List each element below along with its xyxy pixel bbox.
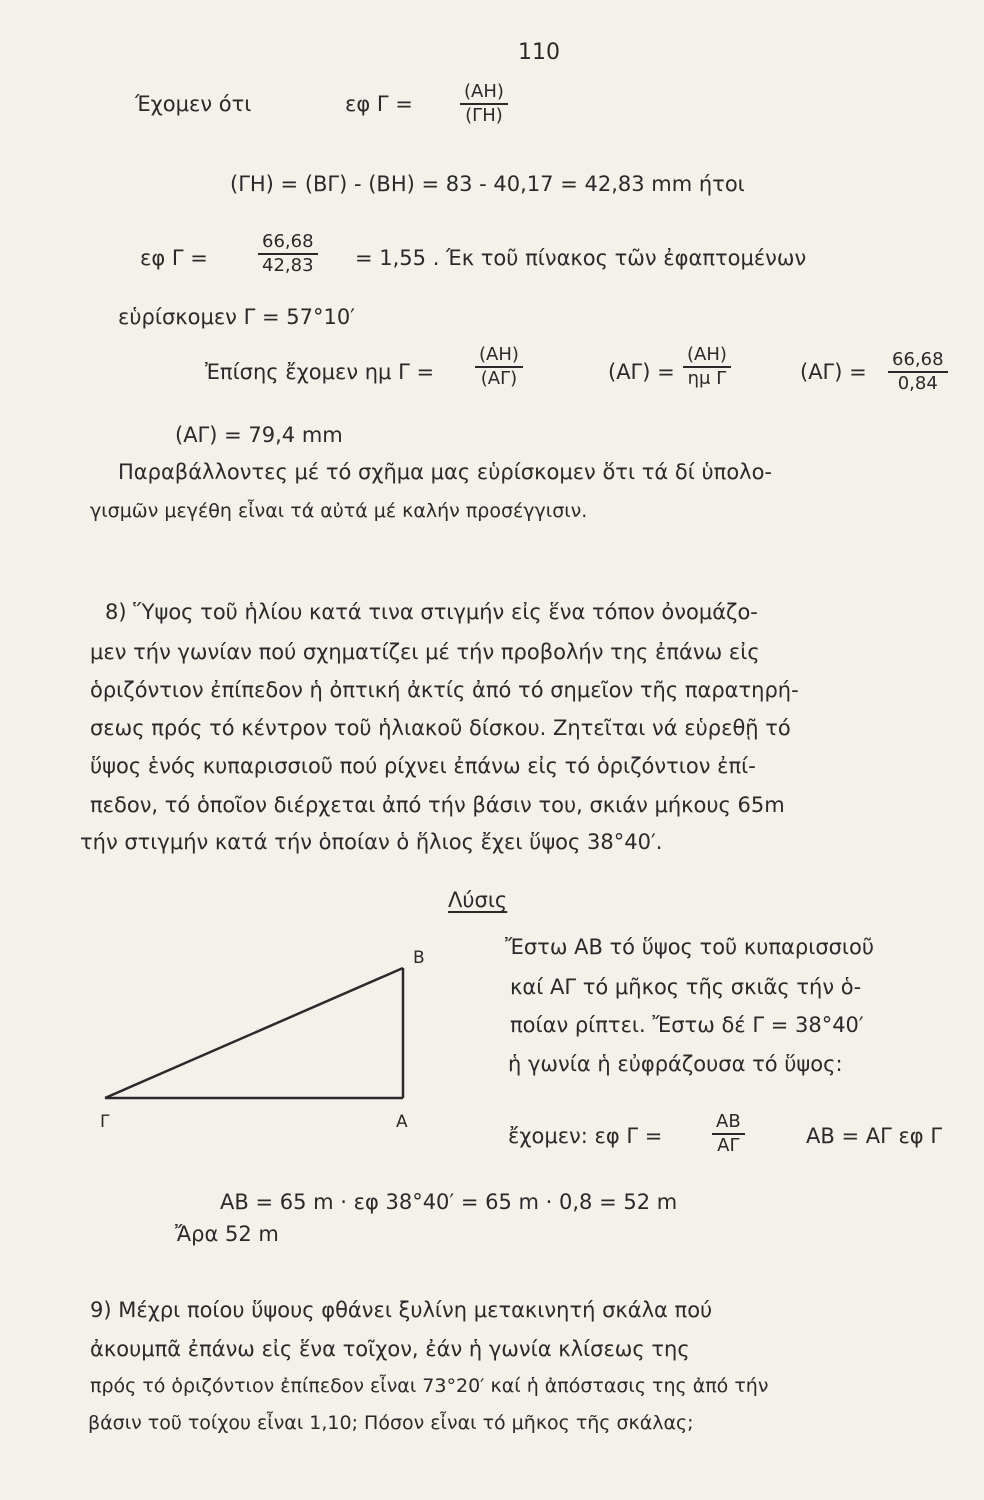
denominator: 0,84 <box>897 372 938 394</box>
solution-line: ποίαν ρίπτει. Ἔστω δέ Γ = 38°40′ <box>510 1013 864 1037</box>
numerator: (ΑΗ) <box>460 82 508 105</box>
numerator: (ΑΗ) <box>475 345 523 368</box>
triangle-hypotenuse <box>105 968 403 1098</box>
numerator: 66,68 <box>888 350 948 373</box>
problem-line: 8) Ὕψος τοῦ ἡλίου κατά τινα στιγμήν εἰς ἕνα τόπον ὀνομάζο- <box>105 600 758 624</box>
solution-line: καί ΑΓ τό μῆκος τῆς σκιᾶς τήν ὁ- <box>510 975 862 999</box>
numerator: ΑΒ <box>712 1112 745 1135</box>
fraction <box>258 232 318 276</box>
page-number: 110 <box>518 40 560 65</box>
equation-lhs: εφ Γ = <box>345 92 413 116</box>
problem-line: σεως πρός τό κέντρον τοῦ ἡλιακοῦ δίσκου. Ζητεῖται νά εὑρεθῇ τό <box>90 716 791 740</box>
equation-lhs: εφ Γ = <box>140 246 208 270</box>
equation-rhs: ΑΒ = ΑΓ εφ Γ <box>806 1124 943 1148</box>
vertex-label-g: Γ <box>100 1112 110 1132</box>
text-line: Παραβάλλοντες μέ τό σχῆμα μας εὑρίσκομεν ὅτι τά δί ὑπολο- <box>118 460 773 484</box>
denominator: ΑΓ <box>717 1134 740 1156</box>
problem-line: ὁριζόντιον ἐπίπεδον ἡ ὀπτική ἀκτίς ἀπό τό σημεῖον τῆς παρατηρή- <box>90 678 799 702</box>
text-line: (ΓΗ) = (ΒΓ) - (ΒΗ) = 83 - 40,17 = 42,83 mm ήτοι <box>230 172 745 196</box>
denominator: (ΑΓ) <box>480 367 518 389</box>
problem-line: μεν τήν γωνίαν πού σχηματίζει μέ τήν προβολήν της ἐπάνω εἰς <box>90 640 760 664</box>
fraction <box>888 350 948 394</box>
denominator: 42,83 <box>262 254 314 276</box>
problem-line: πεδον, τό ὁποῖον διέρχεται ἀπό τήν βάσιν του, σκιάν μήκους 65m <box>90 793 785 817</box>
vertex-label-a: Α <box>396 1112 408 1132</box>
problem-line: ἀκουμπᾶ ἐπάνω εἰς ἕνα τοῖχον, ἐάν ἡ γωνία κλίσεως της <box>90 1337 690 1361</box>
denominator: ημ Γ <box>687 367 727 389</box>
fraction <box>460 82 508 126</box>
numerator: (ΑΗ) <box>683 345 731 368</box>
problem-line: τήν στιγμήν κατά τήν ὁποίαν ὁ ἥλιος ἔχει ὕψος 38°40′. <box>80 830 663 854</box>
text-line: Έχομεν ότι <box>135 92 252 116</box>
numerator: 66,68 <box>258 232 318 255</box>
fraction <box>475 345 523 389</box>
vertex-label-b: Β <box>413 948 425 968</box>
text-line: εὑρίσκομεν Γ = 57°10′ <box>118 305 355 329</box>
problem-line: πρός τό ὁριζόντιον ἐπίπεδον εἶναι 73°20′ καί ἡ ἀπόστασις της ἀπό τήν <box>90 1375 769 1397</box>
fraction <box>712 1112 745 1156</box>
problem-line: 9) Μέχρι ποίου ὕψους φθάνει ξυλίνη μετακινητή σκάλα πού <box>90 1298 713 1322</box>
text-line: Ἐπίσης ἔχομεν ημ Γ = <box>205 360 435 384</box>
problem-line: βάσιν τοῦ τοίχου εἶναι 1,10; Πόσον εἶναι τό μῆκος τῆς σκάλας; <box>88 1412 694 1434</box>
calculation-line: ΑΒ = 65 m · εφ 38°40′ = 65 m · 0,8 = 52 m <box>220 1190 678 1214</box>
denominator: (ΓΗ) <box>465 104 503 126</box>
solution-title: Λύσις <box>448 888 508 912</box>
answer-line: Ἄρα 52 m <box>175 1222 279 1246</box>
text-line: = 1,55 . Έκ τοῦ πίνακος τῶν ἐφαπτομένων <box>355 246 807 270</box>
equation-lhs: (ΑΓ) = <box>608 360 675 384</box>
equation-lhs: (ΑΓ) = <box>800 360 867 384</box>
problem-line: ὕψος ἑνός κυπαρισσιοῦ πού ρίχνει ἐπάνω εἰς τό ὁριζόντιον ἐπί- <box>90 754 756 778</box>
fraction <box>683 345 731 389</box>
solution-line: ἡ γωνία ἡ εὐφράζουσα τό ὕψος: <box>508 1052 843 1076</box>
text-line: γισμῶν μεγέθη εἶναι τά αὐτά μέ καλήν προσέγγισιν. <box>90 500 588 522</box>
equation-lhs: ἔχομεν: εφ Γ = <box>508 1124 663 1148</box>
text-line: (ΑΓ) = 79,4 mm <box>175 423 343 447</box>
solution-line: Ἔστω ΑΒ τό ὕψος τοῦ κυπαρισσιοῦ <box>505 935 875 959</box>
